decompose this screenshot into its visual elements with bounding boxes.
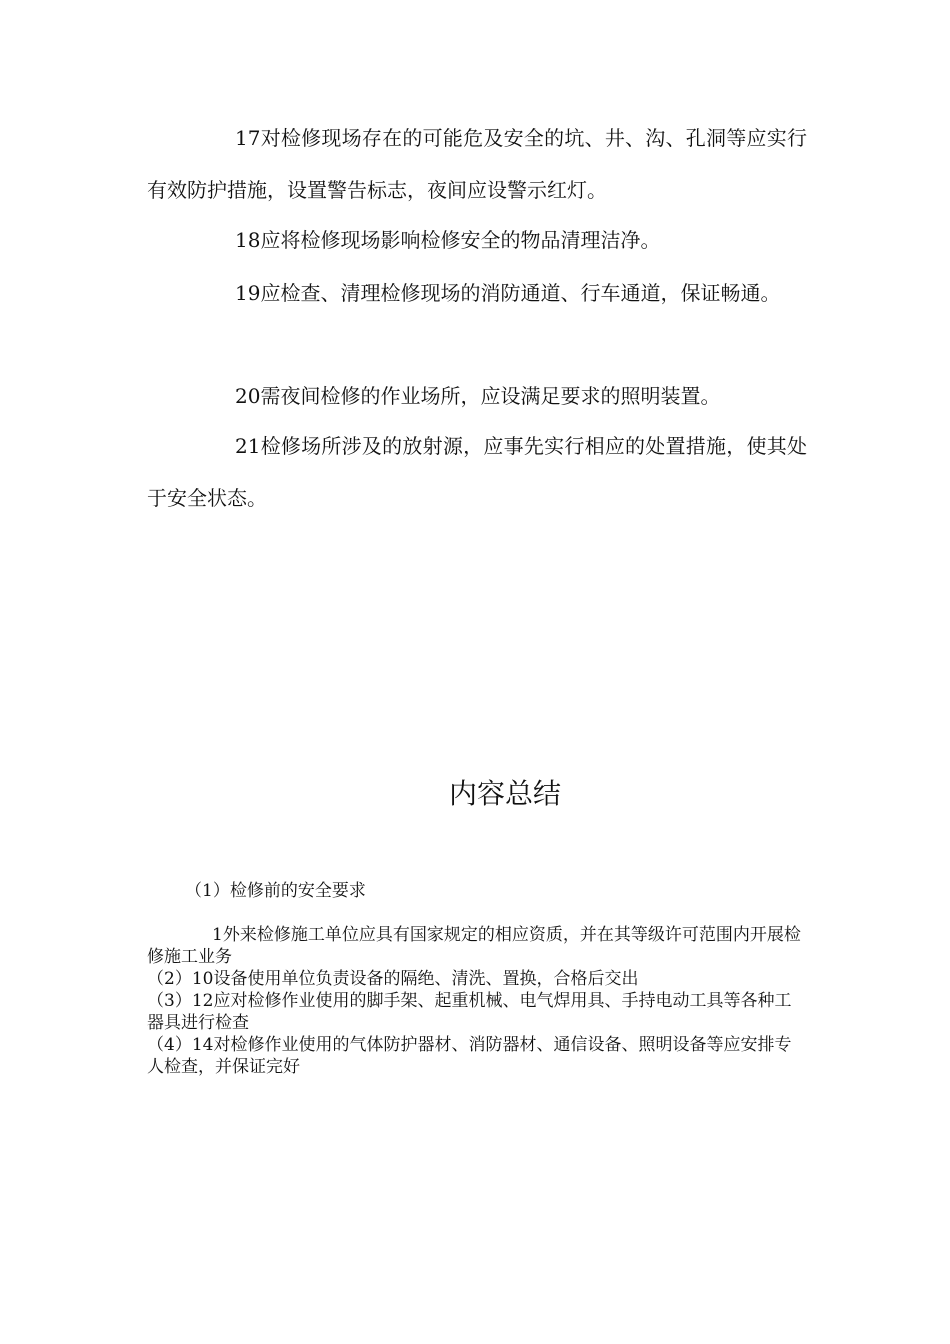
summary-item: 1外来检修施工单位应具有国家规定的相应资质，并在其等级许可范围内开展检修施工业务: [147, 925, 801, 967]
summary-title: 内容总结: [448, 777, 561, 810]
summary-item: （2）10设备使用单位负责设备的隔绝、清洗、置换，合格后交出: [147, 969, 639, 989]
paragraph-18: 18应将检修现场影响检修安全的物品清理洁净。: [235, 228, 661, 252]
paragraph-19: 19应检查、清理检修现场的消防通道、行车通道，保证畅通。: [235, 281, 781, 305]
summary-item: （4）14对检修作业使用的气体防护器材、消防器材、通信设备、照明设备等应安排专人检查，并保证完好: [147, 1035, 792, 1077]
summary-list: [147, 924, 807, 1078]
paragraph-17: 17对检修现场存在的可能危及安全的坑、井、沟、孔洞等应实行有效防护措施，设置警告标志，夜间应设警示红灯。: [147, 126, 807, 202]
paragraph-20: 20需夜间检修的作业场所，应设满足要求的照明装置。: [235, 384, 721, 408]
summary-section-heading: （1）检修前的安全要求: [185, 881, 366, 901]
paragraph-21: 21检修场所涉及的放射源，应事先实行相应的处置措施，使其处于安全状态。: [147, 434, 807, 510]
summary-item: （3）12应对检修作业使用的脚手架、起重机械、电气焊用具、手持电动工具等各种工器具进行检查: [147, 991, 792, 1033]
